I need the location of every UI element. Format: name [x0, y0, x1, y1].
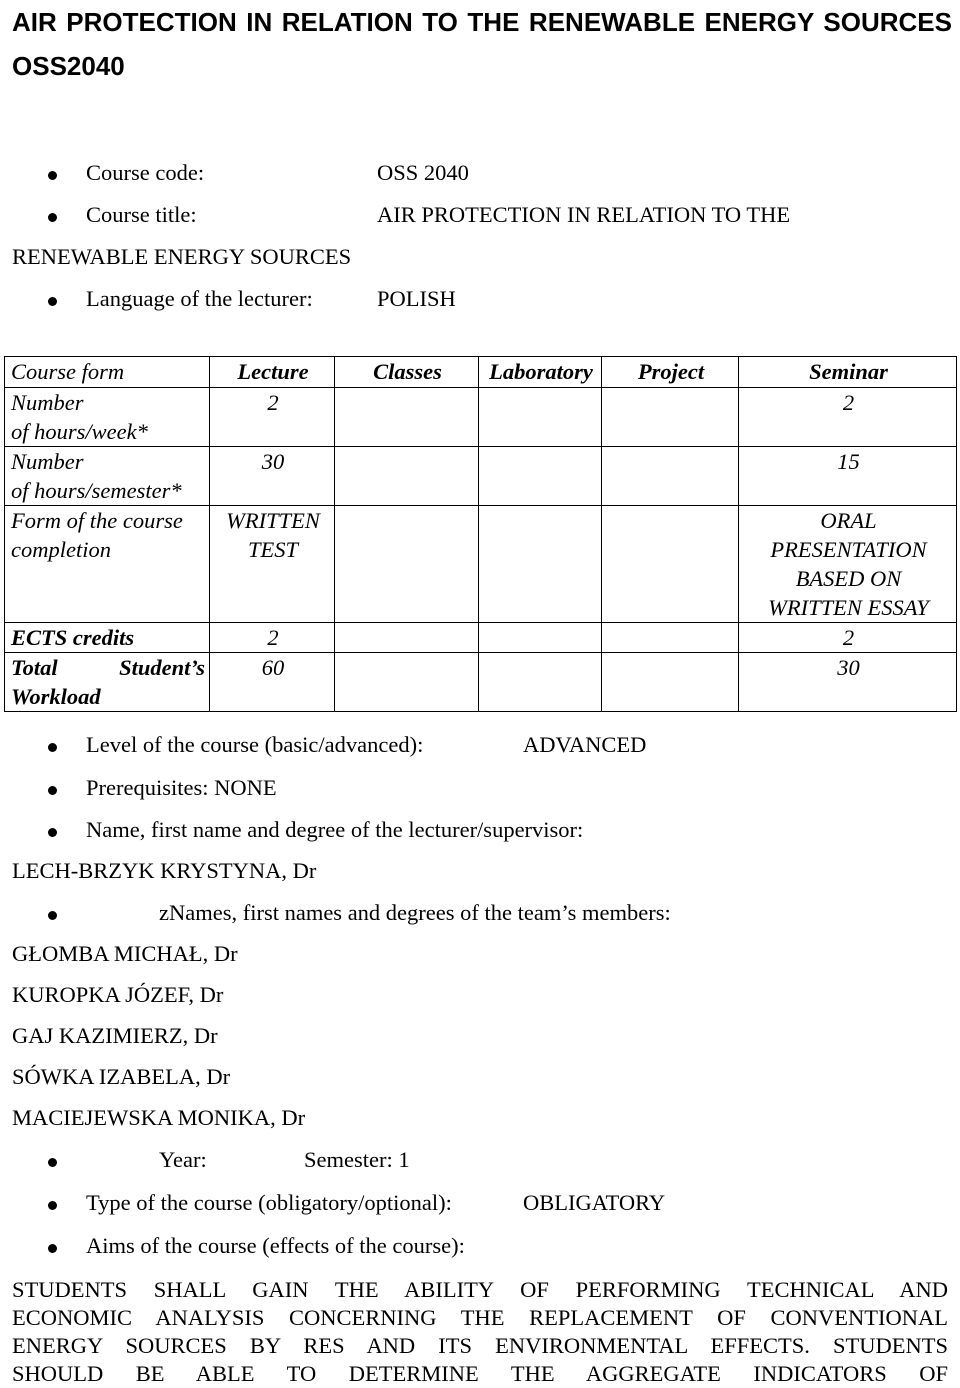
workload-laboratory: [479, 653, 602, 712]
team-member: SÓWKA IZABELA, Dr: [12, 1064, 231, 1089]
workload-project: [602, 653, 739, 712]
team-member: GAJ KAZIMIERZ, Dr: [12, 1023, 218, 1048]
ects-classes: [335, 623, 479, 653]
team-label: zNames, first names and degrees of the team’s members:: [159, 900, 671, 925]
semester-value: Semester: 1: [304, 1147, 410, 1172]
table-header-row: [5, 357, 957, 388]
completion-label: Form of the course completion: [5, 506, 210, 623]
workload-label: Total Student’s Workload: [5, 653, 210, 712]
team-member: GŁOMBA MICHAŁ, Dr: [12, 941, 238, 966]
team-member: MACIEJEWSKA MONIKA, Dr: [12, 1105, 306, 1130]
lecturer-value: LECH-BRZYK KRYSTYNA, Dr: [12, 858, 317, 883]
hours-week-laboratory: [479, 388, 602, 447]
course-title-value: AIR PROTECTION IN RELATION TO THE: [377, 202, 791, 227]
course-code-label: Course code:: [86, 160, 205, 185]
course-title-value-cont: RENEWABLE ENERGY SOURCES: [12, 244, 352, 269]
completion-project: [602, 506, 739, 623]
table-row: [5, 506, 957, 623]
hours-semester-lecture: 30: [210, 447, 335, 506]
level-value: ADVANCED: [523, 732, 647, 757]
table-row: [5, 447, 957, 506]
document-title: AIR PROTECTION IN RELATION TO THE RENEWABLE ENERGY SOURCES OSS2040: [12, 7, 952, 81]
level-label: Level of the course (basic/advanced):: [86, 732, 424, 757]
aims-line: ECONOMIC ANALYSIS CONCERNING THE REPLACEMENT OF CONVENTIONAL: [12, 1305, 948, 1330]
aims-text: [12, 1276, 948, 1388]
workload-lecture: 60: [210, 653, 335, 712]
ects-label: ECTS credits: [5, 623, 210, 653]
hours-semester-seminar: 15: [739, 447, 957, 506]
language-label: Language of the lecturer:: [86, 286, 313, 311]
hours-week-lecture: 2: [210, 388, 335, 447]
hours-semester-label: Number of hours/semester*: [5, 447, 210, 506]
course-type-value: OBLIGATORY: [523, 1190, 666, 1215]
language-value: POLISH: [377, 286, 456, 311]
course-type-label: Type of the course (obligatory/optional):: [86, 1190, 452, 1215]
course-title-label: Course title:: [86, 202, 197, 227]
header-course-form: Course form: [5, 357, 210, 388]
bullet-icon: [48, 171, 57, 180]
hours-semester-laboratory: [479, 447, 602, 506]
team-member: KUROPKA JÓZEF, Dr: [12, 982, 224, 1007]
aims-line: STUDENTS SHALL GAIN THE ABILITY OF PERFORMING TECHNICAL AND: [12, 1277, 948, 1302]
workload-seminar: 30: [739, 653, 957, 712]
aims-label: Aims of the course (effects of the course):: [86, 1233, 465, 1258]
course-form-table: [4, 356, 957, 712]
year-label: Year:: [159, 1147, 207, 1172]
workload-classes: [335, 653, 479, 712]
aims-line: SHOULD BE ABLE TO DETERMINE THE AGGREGATE INDICATORS OF: [12, 1361, 948, 1386]
bullet-icon: [48, 297, 57, 306]
ects-lecture: 2: [210, 623, 335, 653]
hours-week-classes: [335, 388, 479, 447]
header-seminar: Seminar: [739, 357, 957, 388]
lecturer-label: Name, first name and degree of the lecturer/supervisor:: [86, 817, 584, 842]
bullet-icon: [48, 828, 57, 837]
header-lecture: Lecture: [210, 357, 335, 388]
bullet-icon: [48, 1201, 57, 1210]
ects-project: [602, 623, 739, 653]
bullet-icon: [48, 911, 57, 920]
hours-semester-project: [602, 447, 739, 506]
bullet-icon: [48, 1158, 57, 1167]
table-row: [5, 388, 957, 447]
completion-classes: [335, 506, 479, 623]
aims-line: ENERGY SOURCES BY RES AND ITS ENVIRONMENTAL EFFECTS. STUDENTS: [12, 1333, 948, 1358]
hours-week-label: Number of hours/week*: [5, 388, 210, 447]
table-row: [5, 653, 957, 712]
header-classes: Classes: [335, 357, 479, 388]
bullet-icon: [48, 743, 57, 752]
hours-week-seminar: 2: [739, 388, 957, 447]
hours-semester-classes: [335, 447, 479, 506]
bullet-icon: [48, 1244, 57, 1253]
table-row: [5, 623, 957, 653]
ects-laboratory: [479, 623, 602, 653]
completion-lecture: WRITTEN TEST: [210, 506, 335, 623]
hours-week-project: [602, 388, 739, 447]
completion-seminar: ORAL PRESENTATION BASED ON WRITTEN ESSAY: [739, 506, 957, 623]
bullet-icon: [48, 213, 57, 222]
course-code-value: OSS 2040: [377, 160, 469, 185]
prerequisites: Prerequisites: NONE: [86, 775, 277, 800]
header-laboratory: Laboratory: [479, 357, 602, 388]
header-project: Project: [602, 357, 739, 388]
ects-seminar: 2: [739, 623, 957, 653]
bullet-icon: [48, 786, 57, 795]
completion-laboratory: [479, 506, 602, 623]
